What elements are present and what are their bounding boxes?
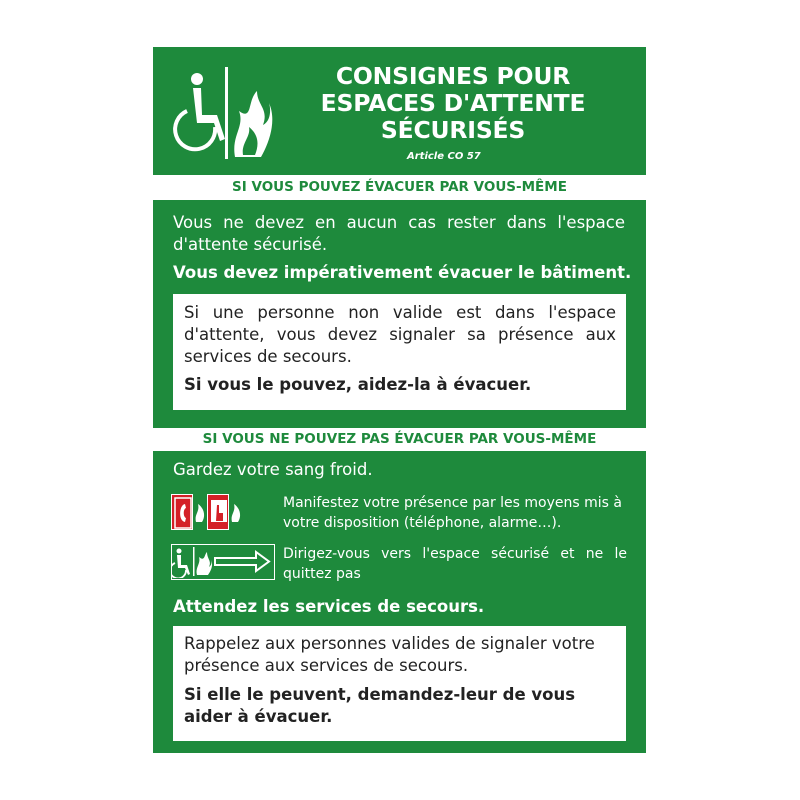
phone-icon: [171, 494, 193, 530]
section1-box-text-2: Si vous le pouvez, aidez-la à évacuer.: [184, 375, 532, 394]
section2-panel: [153, 451, 646, 753]
section2-info-box: [173, 626, 626, 741]
arrow-right-icon: [215, 552, 269, 571]
wheelchair-icon: [172, 547, 212, 578]
section1-panel: [153, 200, 646, 428]
sign-title: [303, 63, 603, 144]
section2-heading: SI VOUS NE POUVEZ PAS ÉVACUER PAR VOUS-MÊME: [153, 428, 646, 450]
section1-box-text-1: Si une personne non valide est dans l'espace d'attente, vous devez signaler sa présence aux services de secours.: [184, 303, 616, 366]
section1-text-1: Vous ne devez en aucun cas rester dans l'espace d'attente sécurisé.: [173, 213, 625, 254]
section2-text-1: Gardez votre sang froid.: [173, 460, 373, 479]
title-line-2: ESPACES D'ATTENTE: [320, 89, 586, 117]
section2-item-2: Dirigez-vous vers l'espace sécurisé et ne le quittez pas: [283, 546, 627, 582]
wheelchair-icon: [173, 65, 273, 161]
section1-heading: SI VOUS POUVEZ ÉVACUER PAR VOUS-MÊME: [153, 176, 646, 198]
section2-item-1: Manifestez votre présence par les moyens mis à votre disposition (téléphone, alarme…).: [283, 495, 622, 531]
alarm-pictograms: [171, 494, 257, 532]
section2-box-text-1: Rappelez aux personnes valides de signaler votre présence aux services de secours.: [184, 634, 595, 675]
safety-sign: [153, 47, 646, 753]
article-reference: Article CO 57: [407, 151, 481, 162]
title-line-3: SÉCURISÉS: [380, 116, 526, 144]
alarm-button-icon: [207, 494, 229, 530]
sign-header: [153, 47, 646, 175]
section2-box-text-2: Si elle le peuvent, demandez-leur de vous aider à évacuer.: [184, 685, 576, 726]
fire-icon: [230, 500, 242, 528]
section2-text-2: Attendez les services de secours.: [173, 597, 485, 616]
direction-pictogram: [171, 544, 275, 580]
section1-info-box: [173, 294, 626, 410]
title-line-1: CONSIGNES POUR: [335, 62, 571, 90]
wheelchair-fire-pictogram: [173, 65, 273, 161]
fire-icon: [194, 500, 206, 528]
section1-text-2: Vous devez impérativement évacuer le bâtiment.: [173, 263, 632, 282]
